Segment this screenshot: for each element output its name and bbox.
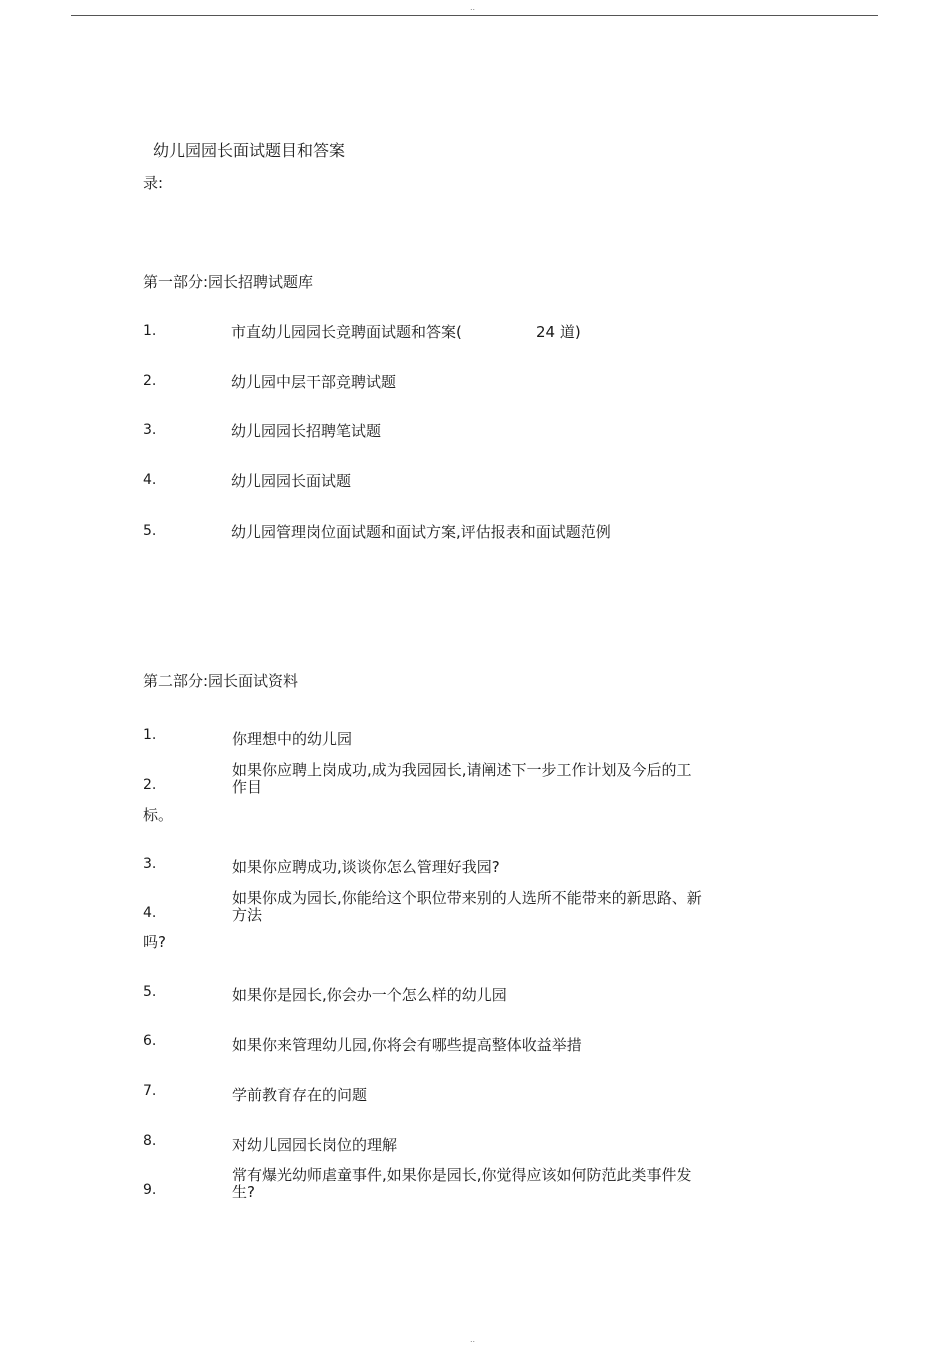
part2-item-text: 如果你是园长,你会办一个怎么样的幼儿园: [232, 986, 507, 1004]
toc-label: 录:: [143, 174, 164, 192]
part2-item-text: 如果你应聘成功,谈谈你怎么管理好我园?: [232, 858, 500, 876]
part1-item-num: 1.: [143, 323, 157, 339]
part2-item-text: 如果你成为园长,你能给这个职位带来别的人选所不能带来的新思路、新方法: [232, 889, 702, 924]
part1-item-text: 幼儿园管理岗位面试题和面试方案,评估报表和面试题范例: [231, 523, 611, 541]
part1-item-text: 幼儿园中层干部竞聘试题: [231, 373, 397, 391]
part1-item-text: 幼儿园园长面试题: [231, 472, 352, 490]
part2-item-num: 1.: [143, 727, 157, 743]
part2-item-num: 8.: [143, 1133, 157, 1149]
part1-item-num: 3.: [143, 422, 157, 438]
part2-item-num: 5.: [143, 984, 157, 1000]
part2-item-text: 常有爆光幼师虐童事件,如果你是园长,你觉得应该如何防范此类事件发生?: [232, 1166, 692, 1201]
part1-item-text: 幼儿园园长招聘笔试题: [231, 422, 382, 440]
part1-item-num: 5.: [143, 523, 157, 539]
part1-item-num: 2.: [143, 373, 157, 389]
part1-item-text: 市直幼儿园园长竞聘面试题和答案(: [231, 323, 462, 341]
part2-item-num: 9.: [143, 1182, 157, 1198]
part2-item-tail: 标。: [143, 806, 174, 824]
part2-heading: 第二部分:园长面试资料: [143, 672, 299, 690]
part2-item-num: 7.: [143, 1083, 157, 1099]
part1-heading: 第一部分:园长招聘试题库: [143, 273, 314, 291]
header-mark: ..: [470, 3, 476, 12]
part2-item-text: 如果你应聘上岗成功,成为我园园长,请阐述下一步工作计划及今后的工作目: [232, 761, 692, 796]
part2-item-text: 如果你来管理幼儿园,你将会有哪些提高整体收益举措: [232, 1036, 582, 1054]
part2-item-tail: 吗?: [143, 933, 166, 951]
part2-item-num: 6.: [143, 1033, 157, 1049]
part2-item-text: 你理想中的幼儿园: [232, 730, 353, 748]
part2-item-num: 4.: [143, 905, 157, 921]
part2-item-num: 3.: [143, 856, 157, 872]
footer-mark: ..: [470, 1335, 476, 1344]
part2-item-text: 对幼儿园园长岗位的理解: [232, 1136, 398, 1154]
part1-item-extra: 24 道): [536, 323, 581, 341]
part2-item-num: 2.: [143, 777, 157, 793]
header-rule: [71, 15, 878, 16]
part1-item-num: 4.: [143, 472, 157, 488]
part2-item-text: 学前教育存在的问题: [232, 1086, 368, 1104]
doc-title: 幼儿园园长面试题目和答案: [153, 141, 346, 160]
